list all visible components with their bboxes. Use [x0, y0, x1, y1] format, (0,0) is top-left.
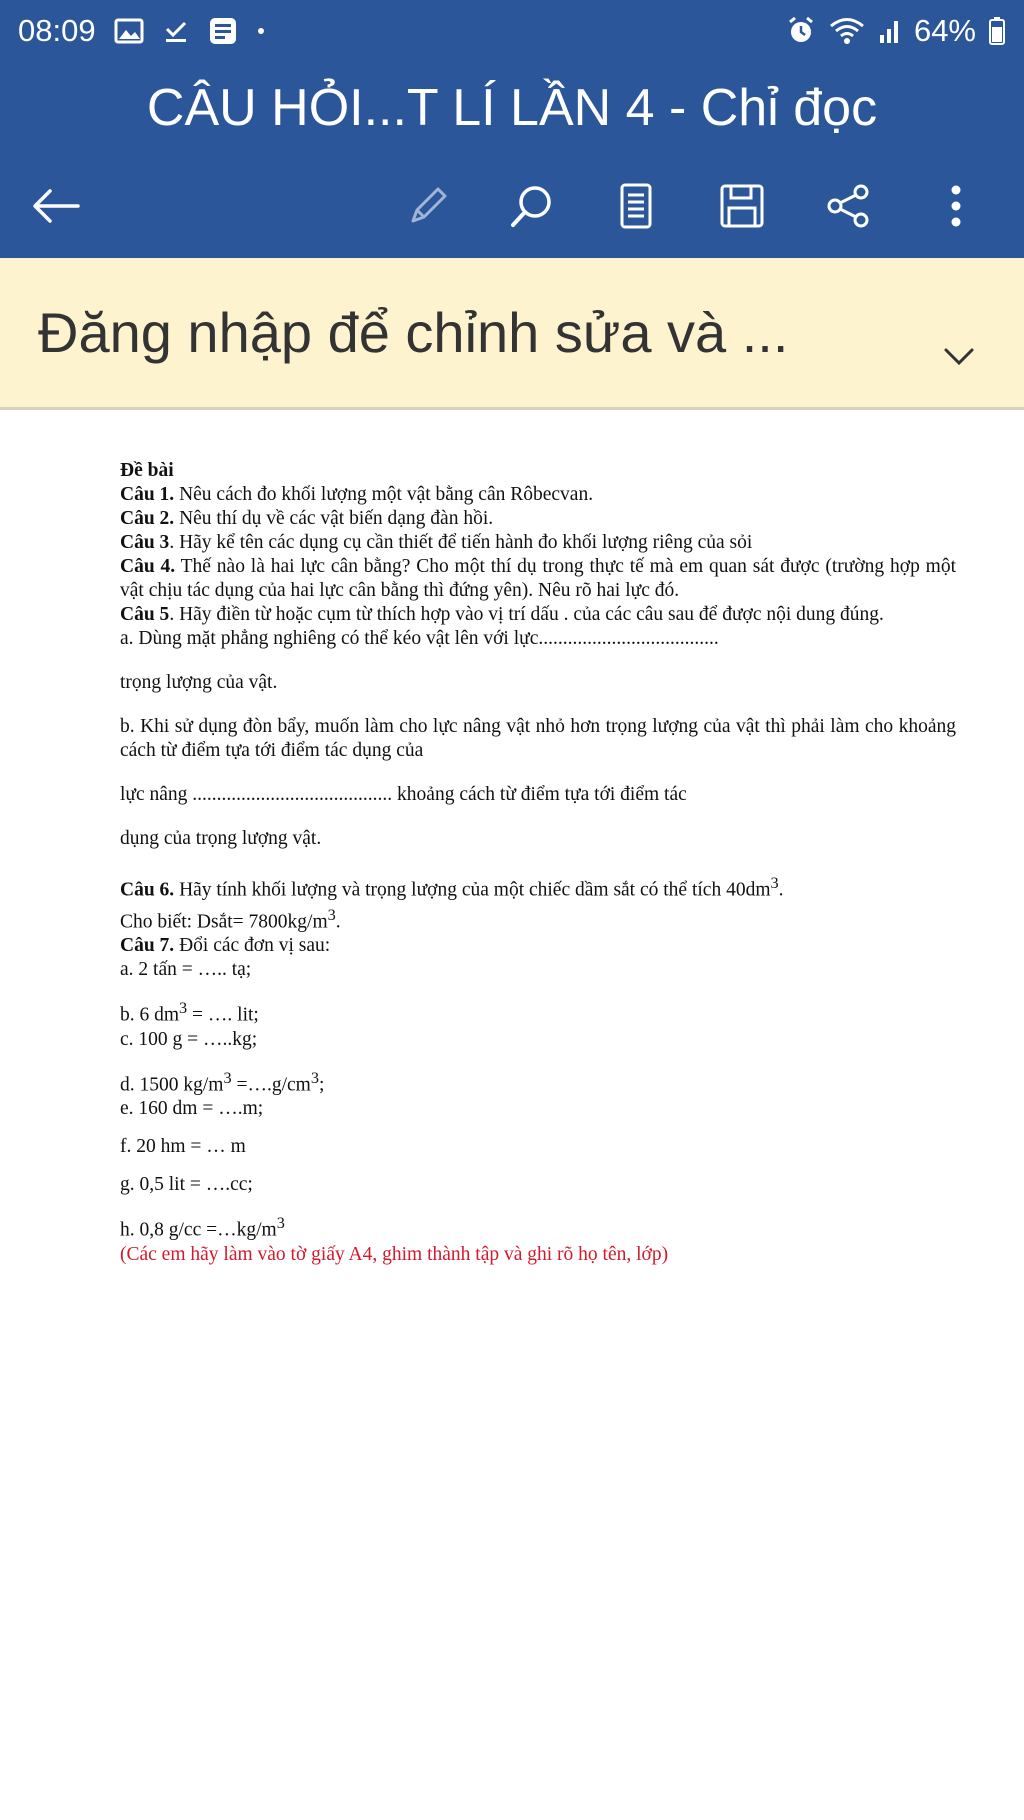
- question-6: Câu 6. Hãy tính khối lượng và trọng lượng của một chiếc dầm sắt có thể tích $40dm^3$.: [120, 874, 784, 901]
- question-6-given: Cho biết: Dsắt= $7800kg/m^3$.: [120, 905, 341, 932]
- save-icon[interactable]: [712, 176, 772, 236]
- document-viewport[interactable]: [0, 413, 1024, 1820]
- document-title-bar: [0, 62, 1024, 154]
- question-5b-line1: b. Khi sử dụng đòn bẩy, muốn làm cho lực nâng vật nhỏ hơn trọng lượng của vật thì phải làm cho khoảng cách từ điểm tựa tới điểm tác dụng của: [120, 716, 956, 761]
- question-7d: d. 1500 $kg/m^3$ $=\dots.g/cm^3$;: [120, 1068, 325, 1095]
- clock: 08:09: [18, 13, 96, 48]
- battery-icon: [988, 16, 1006, 46]
- alarm-icon: [786, 16, 816, 46]
- image-icon: [114, 18, 144, 44]
- question-3: Câu 3. Hãy kể tên các dụng cụ cần thiết để tiến hành đo khối lượng riêng của sỏi: [120, 532, 753, 553]
- document-title: CÂU HỎI...T LÍ LẦN 4 - Chỉ đọc: [146, 79, 878, 137]
- question-5a-line1: a. Dùng mặt phẳng nghiêng có thể kéo vật lên với lực.....................................: [120, 628, 719, 649]
- sign-in-banner-text: Đăng nhập để chỉnh sửa và ...: [38, 301, 789, 364]
- question-7: Câu 7. Đổi các đơn vị sau:: [120, 935, 331, 956]
- pencil-icon[interactable]: [398, 176, 458, 236]
- question-4: Câu 4. Thế nào là hai lực cân bằng? Cho một thí dụ trong thực tế mà em quan sát được (trường hợp một vật chịu tác dụng của hai lực cân bằng thì đứng yên). Nêu rõ hai lực đó.: [120, 556, 956, 601]
- question-7g: g. 0,5 lit = ….cc;: [120, 1174, 253, 1195]
- chevron-down-icon[interactable]: [942, 316, 976, 381]
- question-7c: c. 100 g = …..kg;: [120, 1028, 258, 1050]
- status-bar: [0, 0, 1024, 62]
- assignment-note: (Các em hãy làm vào tờ giấy A4, ghim thành tập và ghi rõ họ tên, lớp): [120, 1243, 669, 1265]
- reading-view-icon[interactable]: [606, 176, 666, 236]
- question-7h: h. 0,8 $g/cc =\dots kg/m^3$: [120, 1214, 285, 1241]
- back-arrow-icon[interactable]: [26, 176, 86, 236]
- question-7b: b. 6 $dm^3$ = …. lit;: [120, 999, 259, 1026]
- dot-icon: [256, 26, 266, 36]
- question-7a: a. 2 tấn = ….. tạ;: [120, 959, 252, 980]
- more-vert-icon[interactable]: [926, 176, 986, 236]
- share-icon[interactable]: [818, 176, 878, 236]
- question-7e: e. 160 dm = ….m;: [120, 1098, 264, 1119]
- question-5: Câu 5. Hãy điền từ hoặc cụm từ thích hợp vào vị trí dấu . của các câu sau để được nội dung đúng.: [120, 604, 884, 625]
- app-notification-icon: [208, 16, 238, 46]
- toolbar: [0, 154, 1024, 258]
- document-page: [120, 459, 956, 1267]
- question-5b-line2: lực nâng ......................................... khoảng cách từ điểm tựa tới điểm tác: [120, 784, 687, 805]
- question-5b-line3: dụng của trọng lượng vật.: [120, 828, 322, 849]
- question-5a-line2: trọng lượng của vật.: [120, 672, 278, 693]
- signal-icon: [878, 17, 902, 45]
- question-1: Câu 1. Nêu cách đo khối lượng một vật bằng cân Rôbecvan.: [120, 484, 594, 505]
- sign-in-banner[interactable]: [0, 258, 1024, 410]
- wifi-icon: [828, 16, 866, 46]
- battery-percent: 64%: [913, 13, 976, 48]
- search-icon[interactable]: [502, 176, 562, 236]
- download-done-icon: [162, 17, 190, 45]
- doc-heading: Đề bài: [120, 460, 174, 481]
- question-2: Câu 2. Nêu thí dụ về các vật biến dạng đàn hồi.: [120, 508, 494, 529]
- question-7f: f. 20 hm = … m: [120, 1136, 246, 1157]
